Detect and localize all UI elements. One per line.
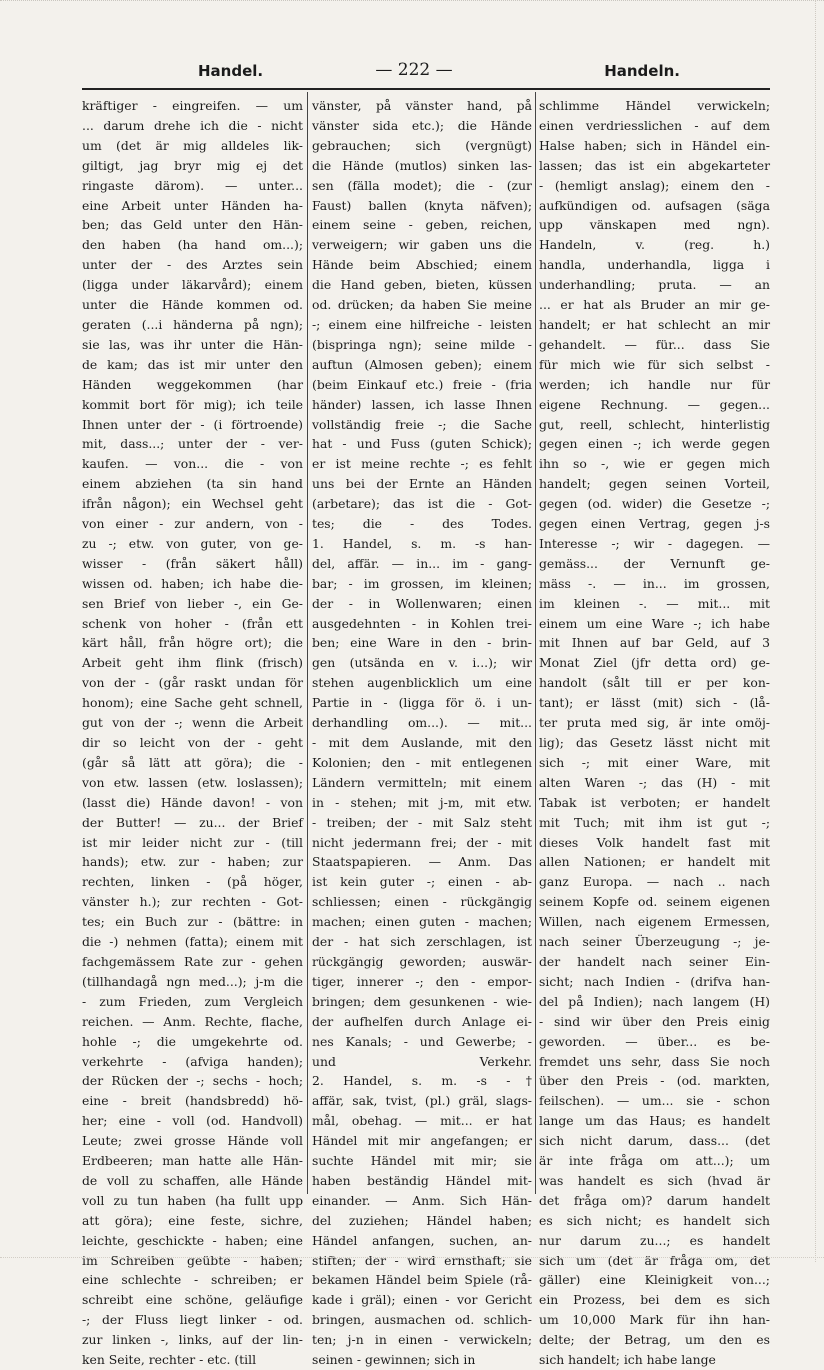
text-line: eine Arbeit unter Händen ha- bbox=[82, 197, 303, 213]
text-line: ifrån någon); ein Wechsel geht bbox=[82, 496, 303, 512]
text-line: händer) lassen, ich lasse Ihnen bbox=[312, 396, 532, 412]
text-line: Monat Ziel (jfr detta ord) ge- bbox=[539, 655, 770, 671]
text-line: vänster sida etc.); die Hände bbox=[312, 117, 532, 133]
text-line: mit Tuch; mit ihm ist gut -; bbox=[539, 814, 770, 830]
text-line: hohle -; die umgekehrte od. bbox=[82, 1033, 303, 1049]
text-line: bringen, ausmachen od. schlich- bbox=[312, 1312, 532, 1328]
text-line: Kolonien; den - mit entlegenen bbox=[312, 754, 532, 770]
text-line: - zum Frieden, zum Vergleich bbox=[82, 993, 303, 1009]
text-line: uns bei der Ernte an Händen bbox=[312, 476, 532, 492]
text-line: gäller) eine Kleinigkeit von...; bbox=[539, 1272, 770, 1288]
text-line: lange um das Haus; es handelt bbox=[539, 1113, 770, 1129]
text-line: geraten (...i händerna på ngn); bbox=[82, 316, 303, 332]
text-line: im kleinen -. — mit... mit bbox=[539, 595, 770, 611]
text-line: mål, obehag. — mit... er hat bbox=[312, 1113, 532, 1129]
scan-edge-right bbox=[815, 0, 816, 1262]
text-line: Tabak ist verboten; er handelt bbox=[539, 794, 770, 810]
text-line: ist kein guter -; einen - ab- bbox=[312, 874, 532, 890]
text-line: nach seiner Überzeugung -; je- bbox=[539, 934, 770, 950]
text-line: Partie in - (ligga för ö. i un- bbox=[312, 695, 532, 711]
text-line: (ligga under läkarvård); einem bbox=[82, 277, 303, 293]
text-line: der - in Wollenwaren; einen bbox=[312, 595, 532, 611]
text-line: nes Kanals; - und Gewerbe; - bbox=[312, 1033, 532, 1049]
text-line: - (hemligt anslag); einem den - bbox=[539, 177, 770, 193]
text-line: är inte fråga om att...); um bbox=[539, 1153, 770, 1169]
text-line: ben; das Geld unter den Hän- bbox=[82, 217, 303, 233]
text-line: seinem Kopfe od. seinem eigenen bbox=[539, 894, 770, 910]
text-line: nicht jedermann frei; der - mit bbox=[312, 834, 532, 850]
text-line: derhandling om...). — mit... bbox=[312, 715, 532, 731]
text-line: eine - breit (handsbredd) hö- bbox=[82, 1093, 303, 1109]
text-line: fremdet uns sehr, dass Sie noch bbox=[539, 1053, 770, 1069]
column-divider-2 bbox=[535, 92, 536, 1194]
text-line: werden; ich handle nur für bbox=[539, 376, 770, 392]
text-line: seinen - gewinnen; sich in bbox=[312, 1352, 476, 1368]
text-line: einem seine - geben, reichen, bbox=[312, 217, 532, 233]
header-rule bbox=[82, 88, 770, 90]
text-line: die -) nehmen (fatta); einem mit bbox=[82, 934, 303, 950]
text-line: einem um eine Ware -; ich habe bbox=[539, 615, 770, 631]
text-line: sie las, was ihr unter die Hän- bbox=[82, 336, 303, 352]
text-line: ken Seite, rechter - etc. (till bbox=[82, 1352, 257, 1368]
text-line: kommit bort för mig); ich teile bbox=[82, 396, 303, 412]
text-line: vänster h.); zur rechten - Got- bbox=[82, 894, 303, 910]
text-line: Interesse -; wir - dagegen. — bbox=[539, 535, 770, 551]
text-line: del zuziehen; Händel haben; bbox=[312, 1212, 532, 1228]
text-line: in - stehen; mit j-m, mit etw. bbox=[312, 794, 532, 810]
text-line: sich nicht darum, dass... (det bbox=[539, 1133, 770, 1149]
text-line: lassen; das ist ein abgekarteter bbox=[539, 157, 770, 173]
text-line: einander. — Anm. Sich Hän- bbox=[312, 1192, 532, 1208]
text-line: ein Prozess, bei dem es sich bbox=[539, 1292, 770, 1308]
text-line: eigene Rechnung. — gegen... bbox=[539, 396, 770, 412]
text-line: gut, reell, schlecht, hinterlistig bbox=[539, 416, 770, 432]
text-line: bekamen Händel beim Spiele (rå- bbox=[312, 1272, 532, 1288]
text-line: 2. Handel, s. m. -s -† bbox=[312, 1073, 532, 1089]
text-line: ten; j-n in einen - verwickeln; bbox=[312, 1332, 532, 1348]
text-line: Staatspapieren. — Anm. Das bbox=[312, 854, 532, 870]
text-line: im Schreiben geübte - haben; bbox=[82, 1252, 303, 1268]
page-header bbox=[108, 58, 720, 84]
text-line: kärt håll, från högre ort); die bbox=[82, 635, 303, 651]
text-line: schreibt eine schöne, geläufige bbox=[82, 1292, 303, 1308]
text-line: delte; der Betrag, um den es bbox=[539, 1332, 770, 1348]
text-line: ... er hat als Bruder an mir ge- bbox=[539, 297, 770, 313]
text-line: - mit dem Auslande, mit den bbox=[312, 735, 532, 750]
text-line: einem abziehen (ta sin hand bbox=[82, 476, 303, 492]
text-line: od. drücken; da haben Sie meine bbox=[312, 297, 532, 313]
text-line: -; einem eine hilfreiche - leisten bbox=[312, 316, 532, 332]
text-line: sich um (det är fråga om, det bbox=[539, 1252, 770, 1268]
text-line: für mich wie für sich selbst - bbox=[539, 356, 770, 372]
text-line: handelt; gegen seinen Vorteil, bbox=[539, 476, 770, 492]
text-line: suchte Händel mit mir; sie bbox=[312, 1153, 532, 1169]
text-line: del, affär. — in... im - gang- bbox=[312, 555, 532, 571]
text-line: stehen augenblicklich um eine bbox=[312, 675, 532, 691]
text-line: kade i gräl); einen - vor Gericht bbox=[312, 1292, 532, 1308]
text-line: upp vänskapen med ngn). bbox=[539, 217, 770, 233]
text-line: feilschen). — um... sie - schon bbox=[539, 1093, 770, 1109]
text-line: von einer - zur andern, von - bbox=[82, 516, 303, 532]
text-line: Arbeit geht ihm flink (frisch) bbox=[82, 655, 303, 671]
text-line: auftun (Almosen geben); einem bbox=[312, 356, 532, 372]
text-line: tant); er lässt (mit) sich - (lå- bbox=[539, 695, 770, 711]
text-line: 1. Handel, s. m. -s han- bbox=[312, 535, 532, 551]
column-divider-1 bbox=[307, 92, 308, 1194]
text-line: Faust) ballen (knyta näfven); bbox=[312, 197, 532, 213]
text-line: reichen. — Anm. Rechte, flache, bbox=[82, 1013, 303, 1029]
text-line: det fråga om)? darum handelt bbox=[539, 1192, 770, 1208]
text-line: einen verdriesslichen - auf dem bbox=[539, 117, 770, 133]
text-line: er ist meine rechte -; es fehlt bbox=[312, 456, 532, 472]
text-line: (går så lätt att göra); die - bbox=[82, 754, 303, 770]
text-line: lig); das Gesetz lässt nicht mit bbox=[539, 735, 770, 750]
text-line: handelt; er hat schlecht an mir bbox=[539, 316, 770, 332]
text-line: Erdbeeren; man hatte alle Hän- bbox=[82, 1153, 303, 1169]
text-line: mäss -. — in... im grossen, bbox=[539, 575, 770, 591]
text-line: kaufen. — von... die - von bbox=[82, 456, 303, 472]
text-line: de voll zu schaffen, alle Hände bbox=[82, 1172, 303, 1188]
text-line: Ihnen unter der - (i förtroende) bbox=[82, 416, 303, 432]
text-line: stiften; der - wird ernsthaft; sie bbox=[312, 1252, 532, 1268]
text-line: Händel anfangen, suchen, an- bbox=[312, 1232, 532, 1248]
text-line: der aufhelfen durch Anlage ei- bbox=[312, 1013, 532, 1029]
text-line: (tillhandagå ngn med...); j-m die bbox=[82, 973, 303, 989]
column-1 bbox=[82, 96, 303, 1368]
text-line: bar; - im grossen, im kleinen; bbox=[312, 575, 532, 591]
text-line: honom); eine Sache geht schnell, bbox=[82, 695, 303, 711]
text-line: eine schlechte - schreiben; er bbox=[82, 1272, 303, 1288]
text-line: gen (utsända en v. i...); wir bbox=[312, 655, 532, 671]
text-line: del på Indien); nach langem (H) bbox=[539, 993, 770, 1009]
text-line: gegen einen -; ich werde gegen bbox=[539, 436, 770, 452]
column-3 bbox=[539, 96, 770, 1368]
text-line: mit Ihnen auf bar Geld, auf 3 bbox=[539, 635, 770, 651]
page-number: — 222 — bbox=[375, 60, 453, 80]
text-line: verweigern; wir gaben uns die bbox=[312, 237, 532, 253]
text-line: tes; die - des Todes. bbox=[312, 516, 532, 532]
text-line: mit, dass...; unter der - ver- bbox=[82, 436, 303, 452]
text-line: rechten, linken - (på höger, bbox=[82, 874, 303, 890]
text-line: vänster, på vänster hand, på bbox=[312, 98, 532, 113]
text-line: Leute; zwei grosse Hände voll bbox=[82, 1133, 303, 1149]
text-line: schlimme Händel verwickeln; bbox=[539, 98, 770, 113]
text-line: um 10,000 Mark für ihn han- bbox=[539, 1312, 770, 1328]
text-line: unter der - des Arztes sein bbox=[82, 257, 303, 273]
text-line: aufkündigen od. aufsagen (säga bbox=[539, 197, 770, 213]
scan-edge-top bbox=[0, 0, 824, 13]
text-line: verkehrte - (afviga handen); bbox=[82, 1053, 303, 1069]
text-line: gebrauchen; sich (vergnügt) bbox=[312, 137, 532, 153]
text-line: att göra); eine feste, sichre, bbox=[82, 1212, 303, 1228]
text-line: ben; eine Ware in den - brin- bbox=[312, 635, 532, 651]
text-line: sich -; mit einer Ware, mit bbox=[539, 754, 770, 770]
text-line: leichte, geschickte - haben; eine bbox=[82, 1232, 303, 1248]
text-line: der Rücken der -; sechs - hoch; bbox=[82, 1073, 303, 1089]
text-line: Hände beim Abschied; einem bbox=[312, 257, 532, 273]
text-line: geworden. — über... es be- bbox=[539, 1033, 770, 1049]
text-line: Ländern vermitteln; mit einem bbox=[312, 774, 532, 790]
text-line: Halse haben; sich in Händel ein- bbox=[539, 137, 770, 153]
text-line: den haben (ha hand om...); bbox=[82, 237, 303, 253]
text-line: ter pruta med sig, är inte omöj- bbox=[539, 715, 770, 731]
text-line: der Butter! — zu... der Brief bbox=[82, 814, 303, 830]
column-2 bbox=[312, 96, 532, 1368]
header-right-guideword: Handeln. bbox=[604, 62, 680, 80]
text-line: unter die Hände kommen od. bbox=[82, 297, 303, 313]
text-line: zu -; etw. von guter, von ge- bbox=[82, 535, 303, 551]
text-line: schenk von hoher - (från ett bbox=[82, 615, 303, 631]
text-line: alten Waren -; das (H) - mit bbox=[539, 774, 770, 790]
scan-edge-bottom bbox=[0, 1257, 824, 1258]
text-line: dieses Volk handelt fast mit bbox=[539, 834, 770, 850]
text-line: (beim Einkauf etc.) freie - (fria bbox=[312, 376, 532, 392]
text-line: (arbetare); das ist die - Got- bbox=[312, 496, 532, 512]
text-line: - sind wir über den Preis einig bbox=[539, 1013, 770, 1029]
text-line: gehandelt. — für... dass Sie bbox=[539, 336, 770, 352]
text-line: was handelt es sich (hvad är bbox=[539, 1172, 770, 1188]
text-line: Handeln, v. (reg. h.) bbox=[539, 237, 770, 253]
text-line: ganz Europa. — nach .. nach bbox=[539, 874, 770, 890]
text-line: und Verkehr. bbox=[312, 1053, 532, 1069]
text-line: fachgemässem Rate zur - gehen bbox=[82, 953, 303, 969]
text-line: ihn so -, wie er gegen mich bbox=[539, 456, 770, 472]
text-line: nur darum zu...; es handelt bbox=[539, 1232, 770, 1248]
text-line: Händel mit mir angefangen; er bbox=[312, 1133, 532, 1149]
text-line: um (det är mig alldeles lik- bbox=[82, 137, 303, 153]
text-line: (lasst die) Hände davon! - von bbox=[82, 794, 303, 810]
text-line: bringen; dem gesunkenen - wie- bbox=[312, 993, 532, 1009]
text-line: wisser - (från säkert håll) bbox=[82, 555, 303, 571]
text-line: ist mir leider nicht zur - (till bbox=[82, 834, 303, 850]
text-line: die Hand geben, bieten, küssen bbox=[312, 277, 532, 293]
text-line: gemäss... der Vernunft ge- bbox=[539, 555, 770, 571]
text-line: Händen weggekommen (har bbox=[82, 376, 303, 392]
text-line: es sich nicht; es handelt sich bbox=[539, 1212, 770, 1228]
text-line: kräftiger - eingreifen. — um bbox=[82, 98, 303, 113]
text-line: über den Preis - (od. markten, bbox=[539, 1073, 770, 1089]
text-line: tiger, innerer -; den - empor- bbox=[312, 973, 532, 989]
text-line: schliessen; einen - rückgängig bbox=[312, 894, 532, 910]
text-line: gut von der -; wenn die Arbeit bbox=[82, 715, 303, 731]
text-line: gegen einen Vertrag, gegen j-s bbox=[539, 516, 770, 532]
text-line: die Hände (mutlos) sinken las- bbox=[312, 157, 532, 173]
text-line: hands); etw. zur - haben; zur bbox=[82, 854, 303, 870]
text-line: zur linken -, links, auf der lin- bbox=[82, 1332, 303, 1348]
text-line: sen (fälla modet); die - (zur bbox=[312, 177, 532, 193]
text-line: (bispringa ngn); seine milde - bbox=[312, 336, 532, 352]
text-line: - treiben; der - mit Salz steht bbox=[312, 814, 532, 830]
text-line: Willen, nach eigenem Ermessen, bbox=[539, 914, 770, 930]
text-line: haben beständig Händel mit- bbox=[312, 1172, 532, 1188]
text-line: sich handelt; ich habe lange bbox=[539, 1352, 716, 1368]
text-line: vollständig freie -; die Sache bbox=[312, 416, 532, 432]
text-line: ausgedehnten - in Kohlen trei- bbox=[312, 615, 532, 631]
text-line: giltigt, jag bryr mig ej det bbox=[82, 157, 303, 173]
text-line: sen Brief von lieber -, ein Ge- bbox=[82, 595, 303, 611]
text-line: hat - und Fuss (guten Schick); bbox=[312, 436, 532, 452]
text-line: ... darum drehe ich die - nicht bbox=[82, 117, 303, 133]
text-line: sicht; nach Indien - (drifva han- bbox=[539, 973, 770, 989]
text-line: her; eine - voll (od. Handvoll) bbox=[82, 1113, 303, 1129]
text-line: von etw. lassen (etw. loslassen); bbox=[82, 774, 303, 790]
text-line: voll zu tun haben (ha fullt upp bbox=[82, 1192, 303, 1208]
text-line: allen Nationen; er handelt mit bbox=[539, 854, 770, 870]
text-line: der handelt nach seiner Ein- bbox=[539, 953, 770, 969]
text-line: -; der Fluss liegt linker - od. bbox=[82, 1312, 303, 1328]
header-left-guideword: Handel. bbox=[198, 62, 264, 80]
text-line: de kam; das ist mir unter den bbox=[82, 356, 303, 372]
text-line: ringaste därom). — unter... bbox=[82, 177, 303, 193]
text-line: der - hat sich zerschlagen, ist bbox=[312, 934, 532, 950]
text-line: handla, underhandla, ligga i bbox=[539, 257, 770, 273]
text-line: machen; einen guten - machen; bbox=[312, 914, 532, 930]
text-line: rückgängig geworden; auswär- bbox=[312, 953, 532, 969]
text-line: wissen od. haben; ich habe die- bbox=[82, 575, 303, 591]
text-line: dir so leicht von der - geht bbox=[82, 735, 303, 750]
text-line: tes; ein Buch zur - (bättre: in bbox=[82, 914, 303, 930]
text-line: handolt (sålt till er per kon- bbox=[539, 675, 770, 691]
text-line: von der - (går raskt undan för bbox=[82, 675, 303, 691]
text-line: underhandling; pruta. — an bbox=[539, 277, 770, 293]
text-line: affär, sak, tvist, (pl.) gräl, slags- bbox=[312, 1093, 532, 1109]
text-line: gegen (od. wider) die Gesetze -; bbox=[539, 496, 770, 512]
